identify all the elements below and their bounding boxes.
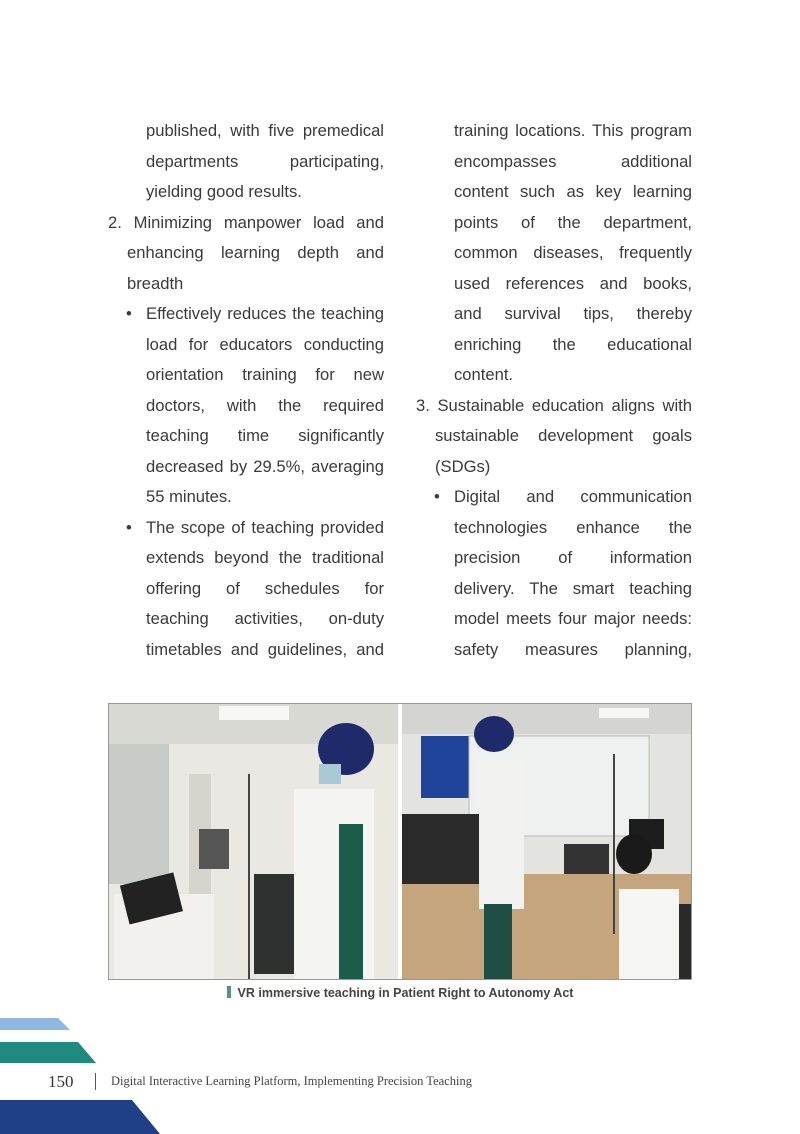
footer-separator <box>95 1073 96 1090</box>
text-line: extends beyond the traditional <box>146 548 384 567</box>
text-line: doctors, with the required <box>146 395 384 415</box>
text-line: content such as key learning <box>454 182 692 201</box>
text-line: • Effectively reduces the teaching <box>108 299 384 330</box>
text-line: and survival tips, thereby <box>454 304 692 323</box>
text-line: breadth <box>127 273 184 293</box>
text-line: teaching activities, on-duty <box>146 609 384 628</box>
text-line: precision of information <box>454 548 692 567</box>
caption-text: VR immersive teaching in Patient Right to Autonomy Act <box>237 986 574 1000</box>
text-line: delivery. The smart teaching <box>454 578 692 598</box>
caption-marker <box>227 986 231 998</box>
text-line: orientation training for new <box>146 365 384 384</box>
text-line: model meets four major needs: <box>454 609 692 628</box>
text-line: departments participating, <box>146 151 384 171</box>
text-line: teaching time significantly <box>146 426 384 445</box>
text-line: technologies enhance the <box>454 517 692 537</box>
text-line: offering of schedules for <box>146 578 384 598</box>
text-line: (SDGs) <box>435 456 491 476</box>
text-line: enriching the educational <box>454 334 692 354</box>
text-line: load for educators conducting <box>146 334 384 354</box>
text-line: points of the department, <box>454 212 692 232</box>
text-line: training locations. This program <box>454 121 692 140</box>
text-line: content. <box>454 365 514 384</box>
text-line: 55 minutes. <box>146 487 232 506</box>
text-line: encompasses additional <box>454 151 692 171</box>
text-line: • Digital and communication <box>416 482 692 513</box>
text-line: safety measures planning, <box>454 639 692 659</box>
text-line: published, with five premedical <box>146 121 384 140</box>
text-line: decreased by 29.5%, averaging <box>146 456 384 476</box>
left-column <box>108 116 384 665</box>
text-line: used references and books, <box>454 273 692 293</box>
text-line: • The scope of teaching provided <box>108 513 384 544</box>
text-line: sustainable development goals <box>435 426 692 445</box>
text-line: yielding good results. <box>146 182 302 201</box>
right-column <box>416 116 692 665</box>
running-title: Digital Interactive Learning Platform, Implementing Precision Teaching <box>111 1074 472 1088</box>
vr-teaching-photo <box>108 703 692 980</box>
text-line: 2. Minimizing manpower load and <box>108 212 384 232</box>
text-line: timetables and guidelines, and <box>146 639 384 659</box>
page-number: 150 <box>48 1072 74 1091</box>
text-line: enhancing learning depth and <box>127 243 384 262</box>
figure-caption <box>0 986 800 1000</box>
text-line: common diseases, frequently <box>454 243 692 262</box>
text-line: 3. Sustainable education aligns with <box>416 395 692 415</box>
